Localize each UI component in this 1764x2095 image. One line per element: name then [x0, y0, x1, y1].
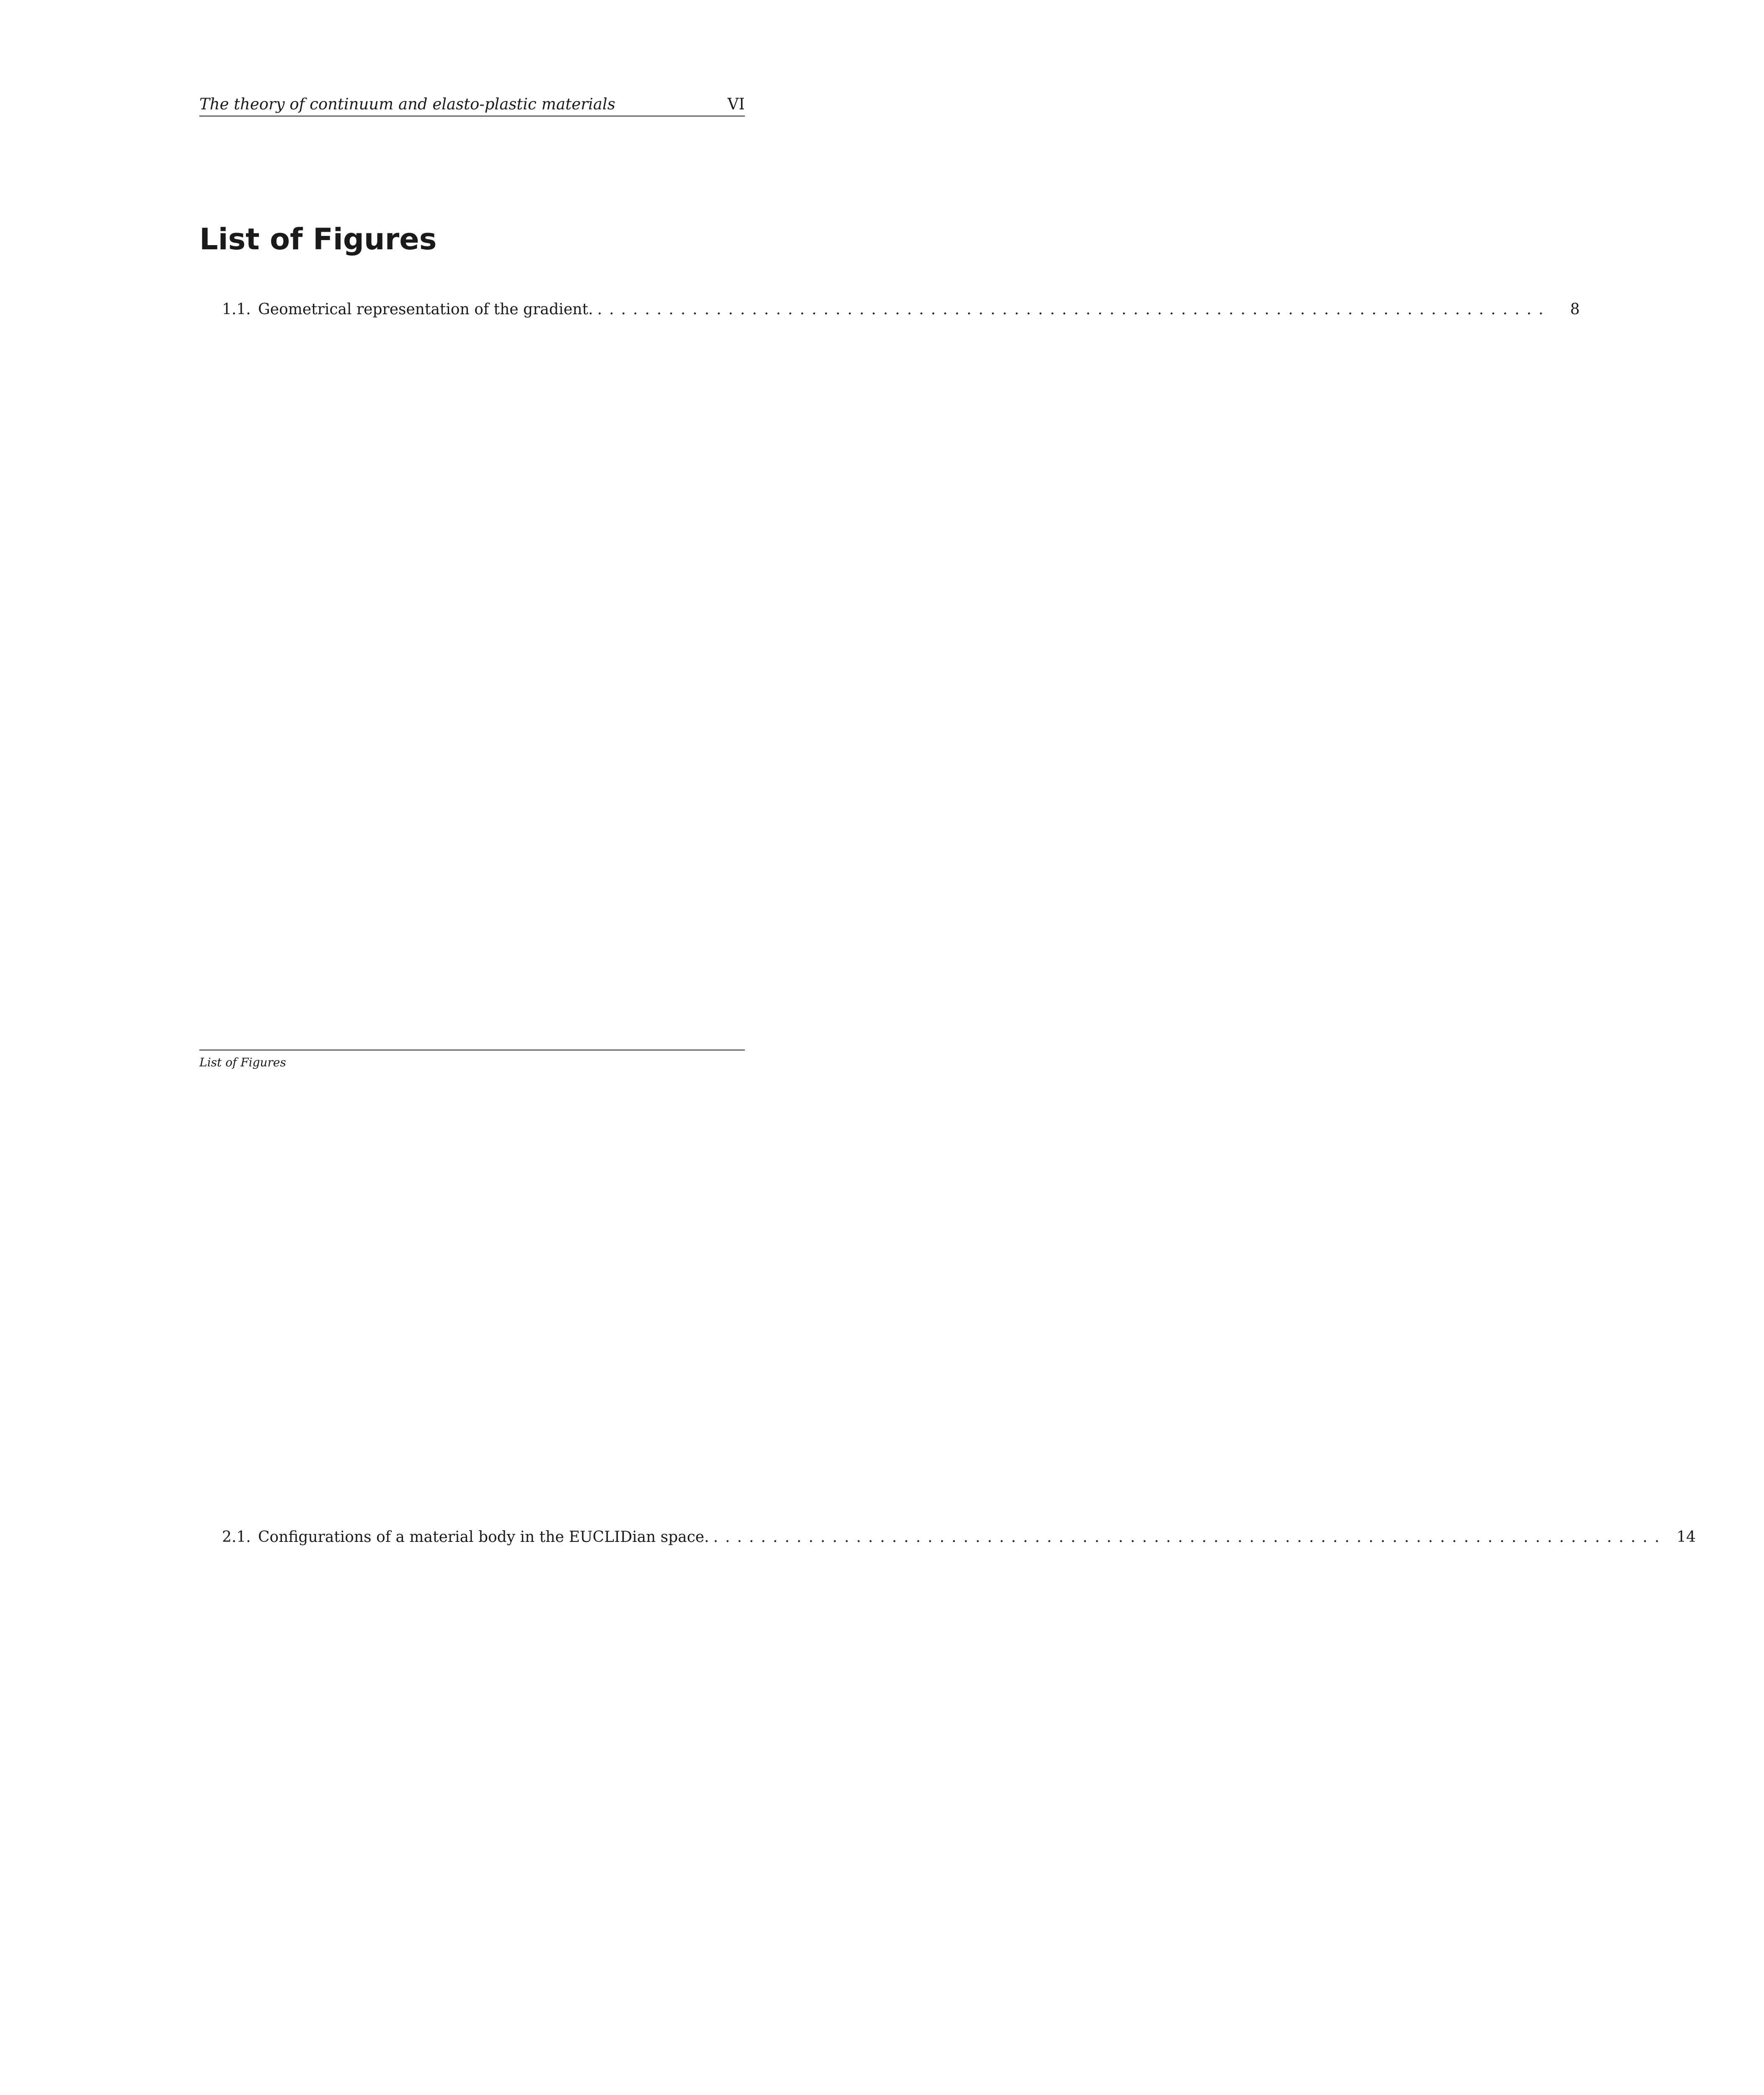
chapter-title: List of Figures: [199, 222, 437, 256]
list-of-figures: [222, 300, 1696, 2095]
lof-entry[interactable]: [222, 1528, 1696, 2095]
running-header: [199, 95, 745, 116]
footer-label: List of Figures: [199, 1055, 286, 1069]
running-footer: [199, 1050, 745, 1069]
header-page-number: VI: [727, 95, 745, 113]
header-title: The theory of continuum and elasto-plastic materials: [199, 95, 615, 113]
figure-caption: Configurations of a material body in the EUCLIDian space.: [258, 1529, 709, 1546]
figure-number: 1.1.: [222, 301, 251, 318]
lof-entry[interactable]: [222, 300, 1580, 1513]
page-reference[interactable]: 8: [1570, 301, 1580, 318]
dot-leader: ................................................................................: [713, 1529, 1667, 1546]
dot-leader: ................................................................................: [597, 301, 1551, 318]
page-reference[interactable]: 14: [1676, 1529, 1696, 1546]
lof-group: [222, 1528, 1696, 2095]
figure-number: 2.1.: [222, 1529, 251, 1546]
figure-caption: Geometrical representation of the gradient.: [258, 301, 593, 318]
lof-group: [222, 300, 1580, 1513]
